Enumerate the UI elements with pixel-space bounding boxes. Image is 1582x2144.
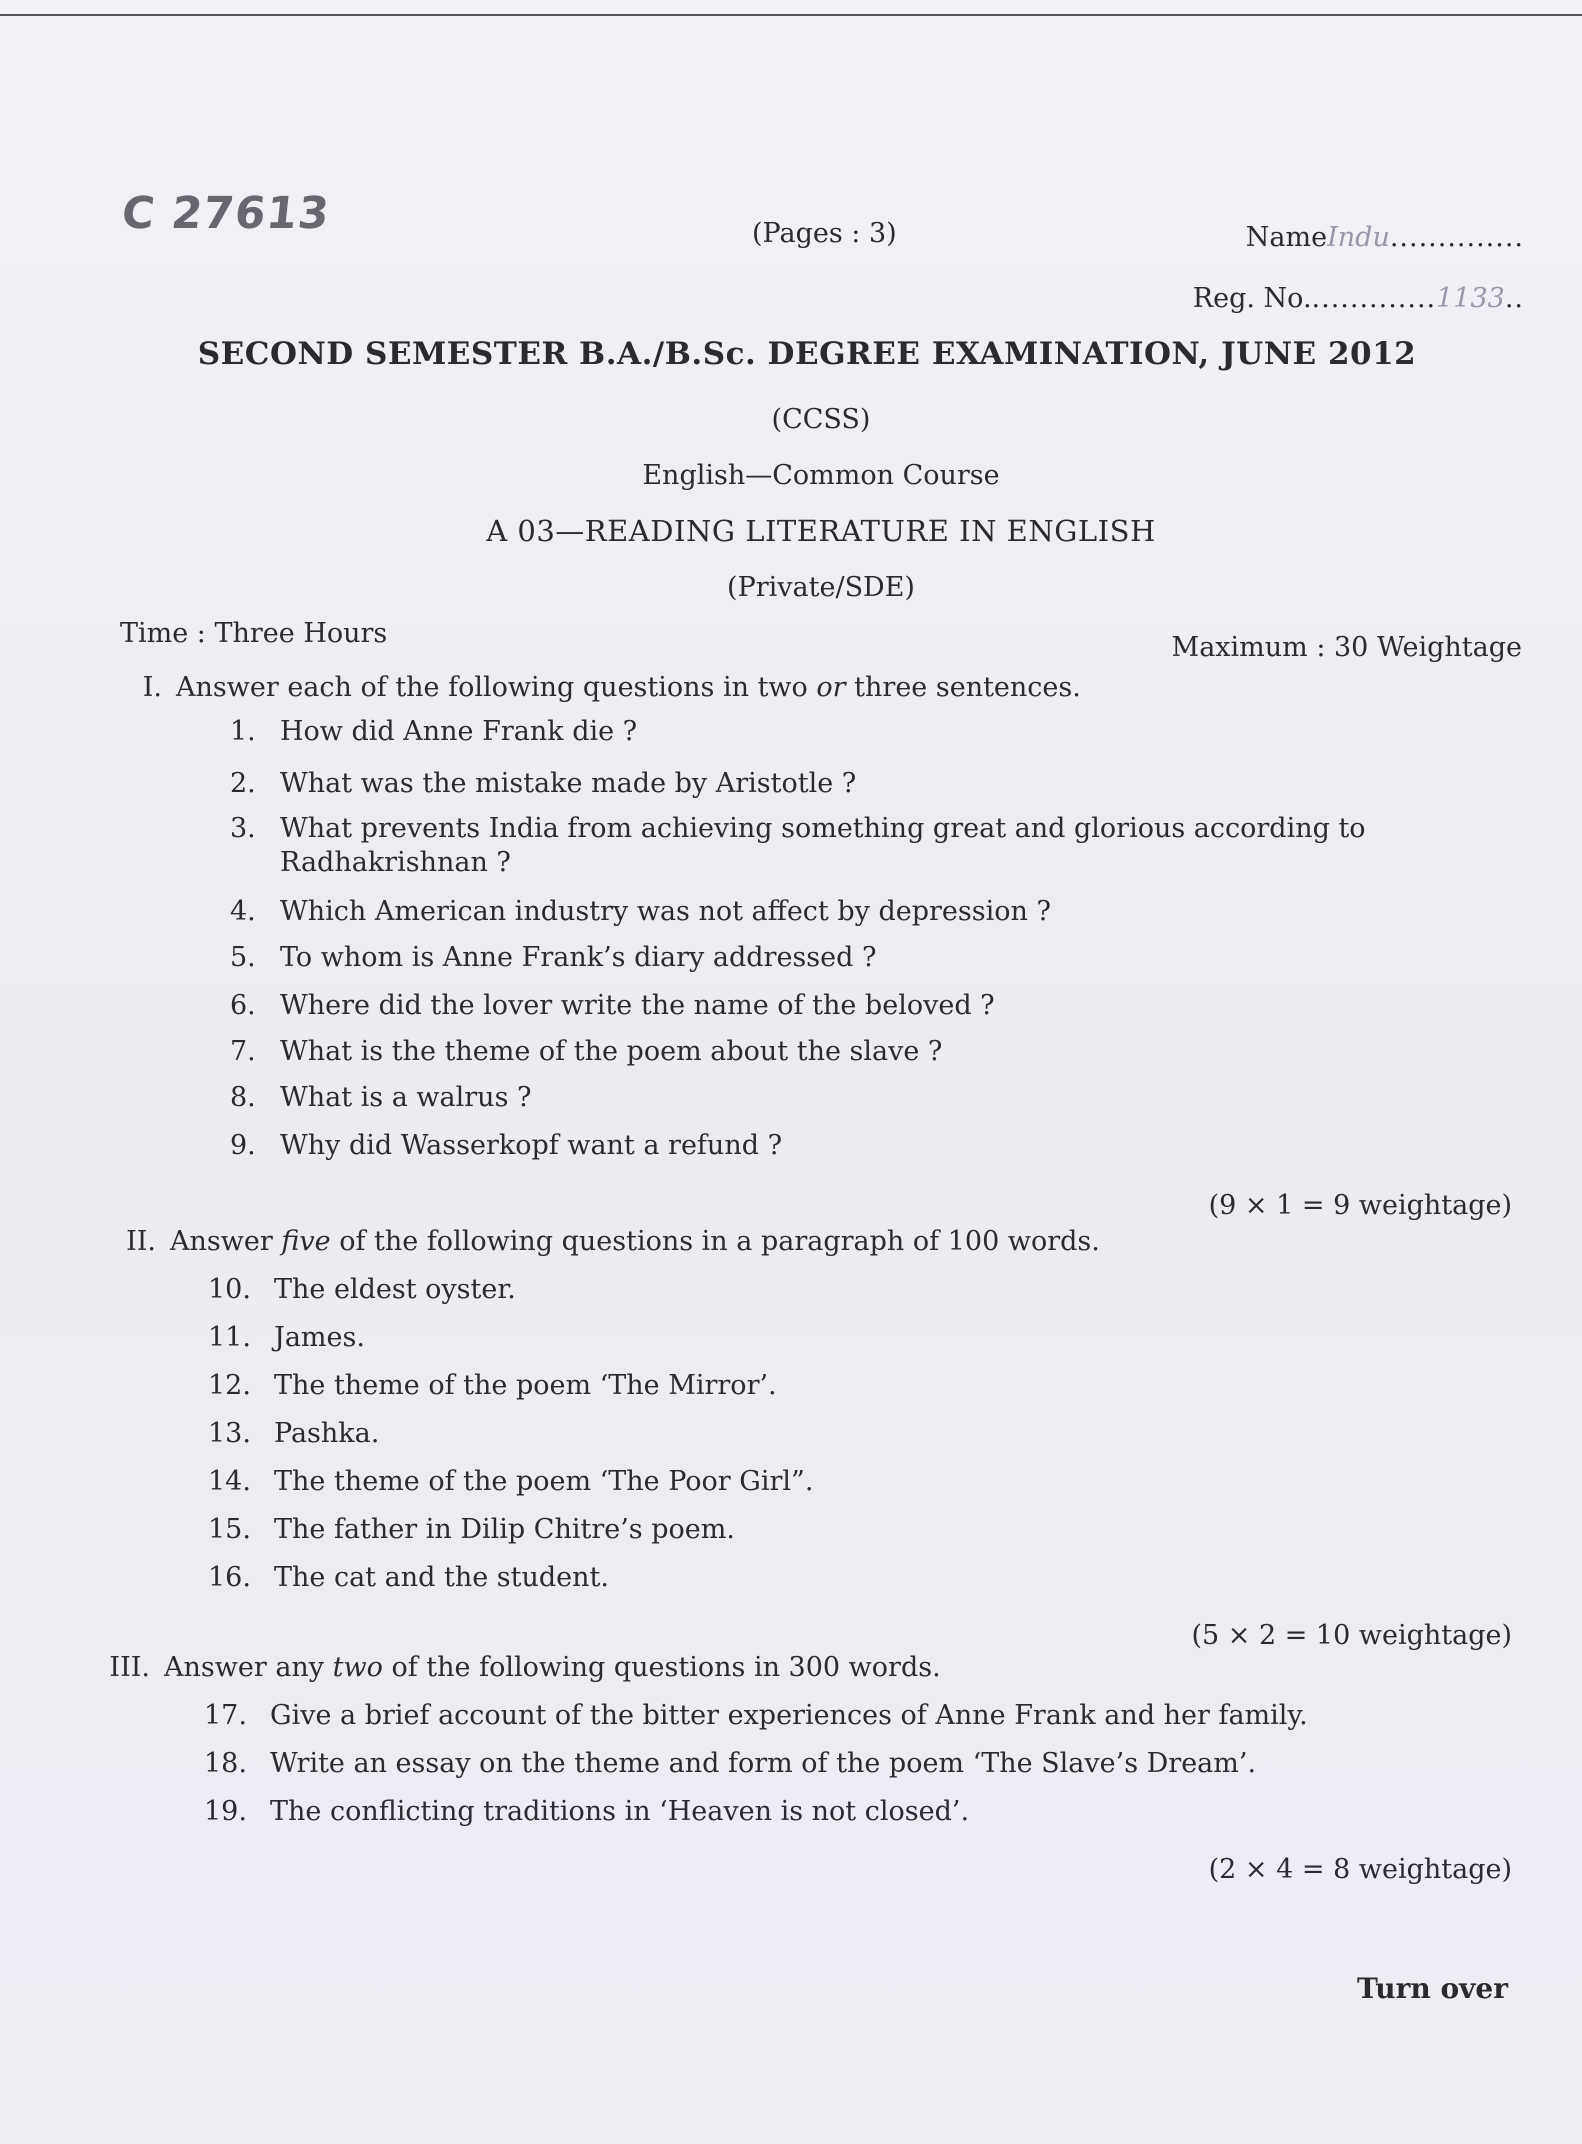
reg-handwriting: 1133: [1436, 283, 1505, 314]
name-dots: ..............: [1389, 222, 1524, 253]
question-12: [208, 1370, 777, 1401]
question-text: What was the mistake made by Aristotle ?: [280, 768, 857, 799]
question-number: 1.: [230, 716, 256, 747]
question-text: The conflicting traditions in ‘Heaven is not closed’.: [270, 1796, 970, 1827]
question-5: [230, 942, 876, 973]
question-text-continued: Radhakrishnan ?: [280, 847, 511, 878]
question-text: Write an essay on the theme and form of the poem ‘The Slave’s Dream’.: [270, 1748, 1257, 1779]
question-text: How did Anne Frank die ?: [280, 716, 638, 747]
question-19: [204, 1796, 969, 1827]
question-14: [208, 1466, 813, 1497]
question-15: [208, 1514, 735, 1545]
question-text: The theme of the poem ‘The Mirror’.: [274, 1370, 777, 1401]
question-number: 13.: [208, 1418, 251, 1449]
section-3-heading: [106, 1652, 941, 1683]
question-16: [208, 1562, 609, 1593]
question-number: 17.: [204, 1700, 247, 1731]
question-number: 15.: [208, 1514, 251, 1545]
question-2: [230, 768, 856, 799]
question-number: 5.: [230, 942, 256, 973]
section-3-weightage: (2 × 4 = 8 weightage): [1208, 1854, 1512, 1885]
instruction-text: of the following questions in 300 words.: [391, 1652, 941, 1683]
question-text: The eldest oyster.: [274, 1274, 516, 1305]
instruction-text: Answer: [170, 1226, 273, 1257]
reg-dots: .............: [1311, 283, 1437, 314]
question-text: Pashka.: [274, 1418, 380, 1449]
exam-mode: (Private/SDE): [727, 572, 915, 603]
question-18: [204, 1748, 1256, 1779]
instruction-text: Answer any: [164, 1652, 325, 1683]
question-number: 2.: [230, 768, 256, 799]
top-edge-line: [0, 14, 1582, 16]
section-number: II.: [126, 1226, 156, 1257]
instruction-text: three sentences.: [854, 672, 1081, 703]
turn-over-note: Turn over: [1357, 1972, 1508, 2005]
instruction-emphasis: or: [816, 672, 846, 703]
question-text: Why did Wasserkopf want a refund ?: [280, 1130, 783, 1161]
question-number: 8.: [230, 1082, 256, 1113]
scheme: (CCSS): [771, 404, 871, 435]
question-number: 6.: [230, 990, 256, 1021]
question-text: Where did the lover write the name of the beloved ?: [280, 990, 995, 1021]
section-2-weightage: (5 × 2 = 10 weightage): [1191, 1620, 1512, 1651]
question-number: 3.: [230, 813, 256, 844]
question-text: The cat and the student.: [274, 1562, 609, 1593]
instruction-emphasis: two: [332, 1652, 383, 1683]
reg-label: Reg. No.: [1192, 283, 1312, 314]
question-text: Give a brief account of the bitter experiences of Anne Frank and her family.: [270, 1700, 1308, 1731]
paper-code: C 27613: [119, 188, 333, 239]
question-11: [208, 1322, 365, 1353]
section-2-heading: [112, 1226, 1100, 1257]
question-number: 11.: [208, 1322, 251, 1353]
question-text: What prevents India from achieving something great and glorious according to: [280, 813, 1366, 844]
course-name: English—Common Course: [642, 460, 1000, 491]
name-handwriting: Indu: [1327, 222, 1390, 253]
question-8: [230, 1082, 531, 1113]
page-count: (Pages : 3): [752, 218, 897, 249]
question-1: [230, 716, 637, 747]
section-1-weightage: (9 × 1 = 9 weightage): [1208, 1190, 1512, 1221]
question-number: 10.: [208, 1274, 251, 1305]
maximum-weightage: Maximum : 30 Weightage: [1171, 632, 1522, 663]
register-number-field: [1193, 283, 1524, 314]
instruction-emphasis: five: [281, 1226, 331, 1257]
question-text: What is the theme of the poem about the slave ?: [280, 1036, 943, 1067]
question-number: 16.: [208, 1562, 251, 1593]
question-13: [208, 1418, 379, 1449]
section-number: III.: [109, 1652, 150, 1683]
question-text: James.: [274, 1322, 365, 1353]
question-3: [230, 812, 1530, 880]
question-number: 18.: [204, 1748, 247, 1779]
question-7: [230, 1036, 942, 1067]
paper-title: A 03—READING LITERATURE IN ENGLISH: [486, 514, 1156, 548]
question-text: To whom is Anne Frank’s diary addressed ?: [280, 942, 877, 973]
instruction-text: Answer each of the following questions in two: [176, 672, 808, 703]
section-1-heading: [118, 672, 1081, 703]
question-number: 14.: [208, 1466, 251, 1497]
candidate-name-field: [1246, 222, 1524, 253]
section-number: I.: [142, 672, 162, 703]
question-text: Which American industry was not affect by depression ?: [280, 896, 1051, 927]
question-4: [230, 896, 1051, 927]
question-9: [230, 1130, 782, 1161]
reg-dots-tail: ..: [1504, 283, 1524, 314]
name-label: Name: [1245, 222, 1328, 253]
question-17: [204, 1700, 1308, 1731]
question-number: 9.: [230, 1130, 256, 1161]
question-text: The father in Dilip Chitre’s poem.: [274, 1514, 735, 1545]
time-allowed: Time : Three Hours: [120, 618, 388, 649]
question-10: [208, 1274, 516, 1305]
question-number: 7.: [230, 1036, 256, 1067]
question-text: What is a walrus ?: [280, 1082, 532, 1113]
question-number: 12.: [208, 1370, 251, 1401]
exam-title: SECOND SEMESTER B.A./B.Sc. DEGREE EXAMINATION, JUNE 2012: [197, 336, 1417, 372]
instruction-text: of the following questions in a paragraph of 100 words.: [339, 1226, 1100, 1257]
question-text: The theme of the poem ‘The Poor Girl”.: [274, 1466, 814, 1497]
question-6: [230, 990, 995, 1021]
question-number: 4.: [230, 896, 256, 927]
question-number: 19.: [204, 1796, 247, 1827]
